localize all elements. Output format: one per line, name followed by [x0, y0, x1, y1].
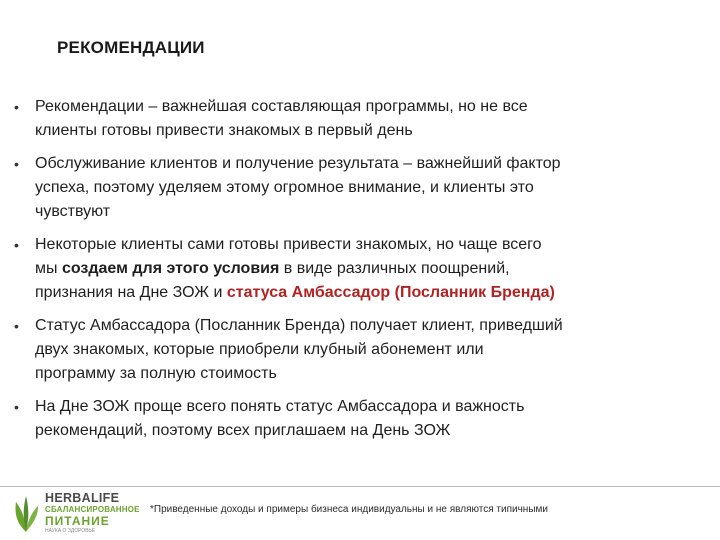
bullet-line: рекомендаций, поэтому всех приглашаем на День ЗОЖ — [35, 422, 451, 439]
bullet-line: чувствуют — [35, 203, 111, 220]
list-item — [14, 395, 654, 443]
list-item — [14, 314, 654, 386]
logo-line2: ПИТАНИЕ — [45, 514, 110, 528]
leaf-icon — [10, 494, 42, 534]
bold-phrase: создаем для этого условия — [61, 260, 280, 277]
text-run: признания на Дне ЗОЖ и — [35, 284, 227, 301]
herbalife-logo — [10, 492, 142, 536]
bullet-line — [35, 257, 654, 281]
list-item — [14, 95, 654, 143]
bullet-list — [14, 95, 654, 452]
list-item — [14, 152, 654, 224]
bullet-line: Рекомендации – важнейшая составляющая программы, но не все — [35, 98, 528, 115]
logo-line1: СБАЛАНСИРОВАННОЕ — [45, 505, 140, 514]
footnote: *Приведенные доходы и примеры бизнеса индивидуальны и не являются типичными — [150, 504, 548, 515]
bullet-line: На Дне ЗОЖ проще всего понять статус Амбассадора и важность — [35, 398, 525, 415]
bullet-line: клиенты готовы привести знакомых в первый день — [35, 122, 413, 139]
bullet-icon: • — [14, 237, 19, 253]
text-run: в виде различных поощрений, — [279, 260, 510, 277]
bullet-line — [35, 281, 654, 305]
bullet-line: программу за полную стоимость — [35, 365, 277, 382]
text-run: мы — [35, 260, 62, 277]
page-title: РЕКОМЕНДАЦИИ — [57, 38, 205, 57]
bullet-line: Обслуживание клиентов и получение результата – важнейший фактор — [35, 155, 561, 172]
bullet-line: двух знакомых, которые приобрели клубный абонемент или — [35, 341, 484, 358]
bullet-icon: • — [14, 156, 19, 172]
bullet-icon: • — [14, 318, 19, 334]
bullet-line: успеха, поэтому уделяем этому огромное внимание, и клиенты это — [35, 179, 534, 196]
footer-divider — [0, 486, 720, 487]
highlighted-phrase: статуса Амбассадор (Посланник Бренда) — [226, 284, 555, 301]
bullet-icon: • — [14, 399, 19, 415]
bullet-line: Некоторые клиенты сами готовы привести знакомых, но чаще всего — [35, 236, 542, 253]
bullet-icon: • — [14, 99, 19, 115]
logo-wordmark — [45, 492, 145, 535]
list-item — [14, 233, 654, 305]
bullet-line: Статус Амбассадора (Посланник Бренда) получает клиент, приведший — [35, 317, 563, 334]
logo-tagline: НАУКА О ЗДОРОВЬЕ — [45, 528, 96, 534]
logo-brand: HERBALIFE — [45, 491, 120, 505]
